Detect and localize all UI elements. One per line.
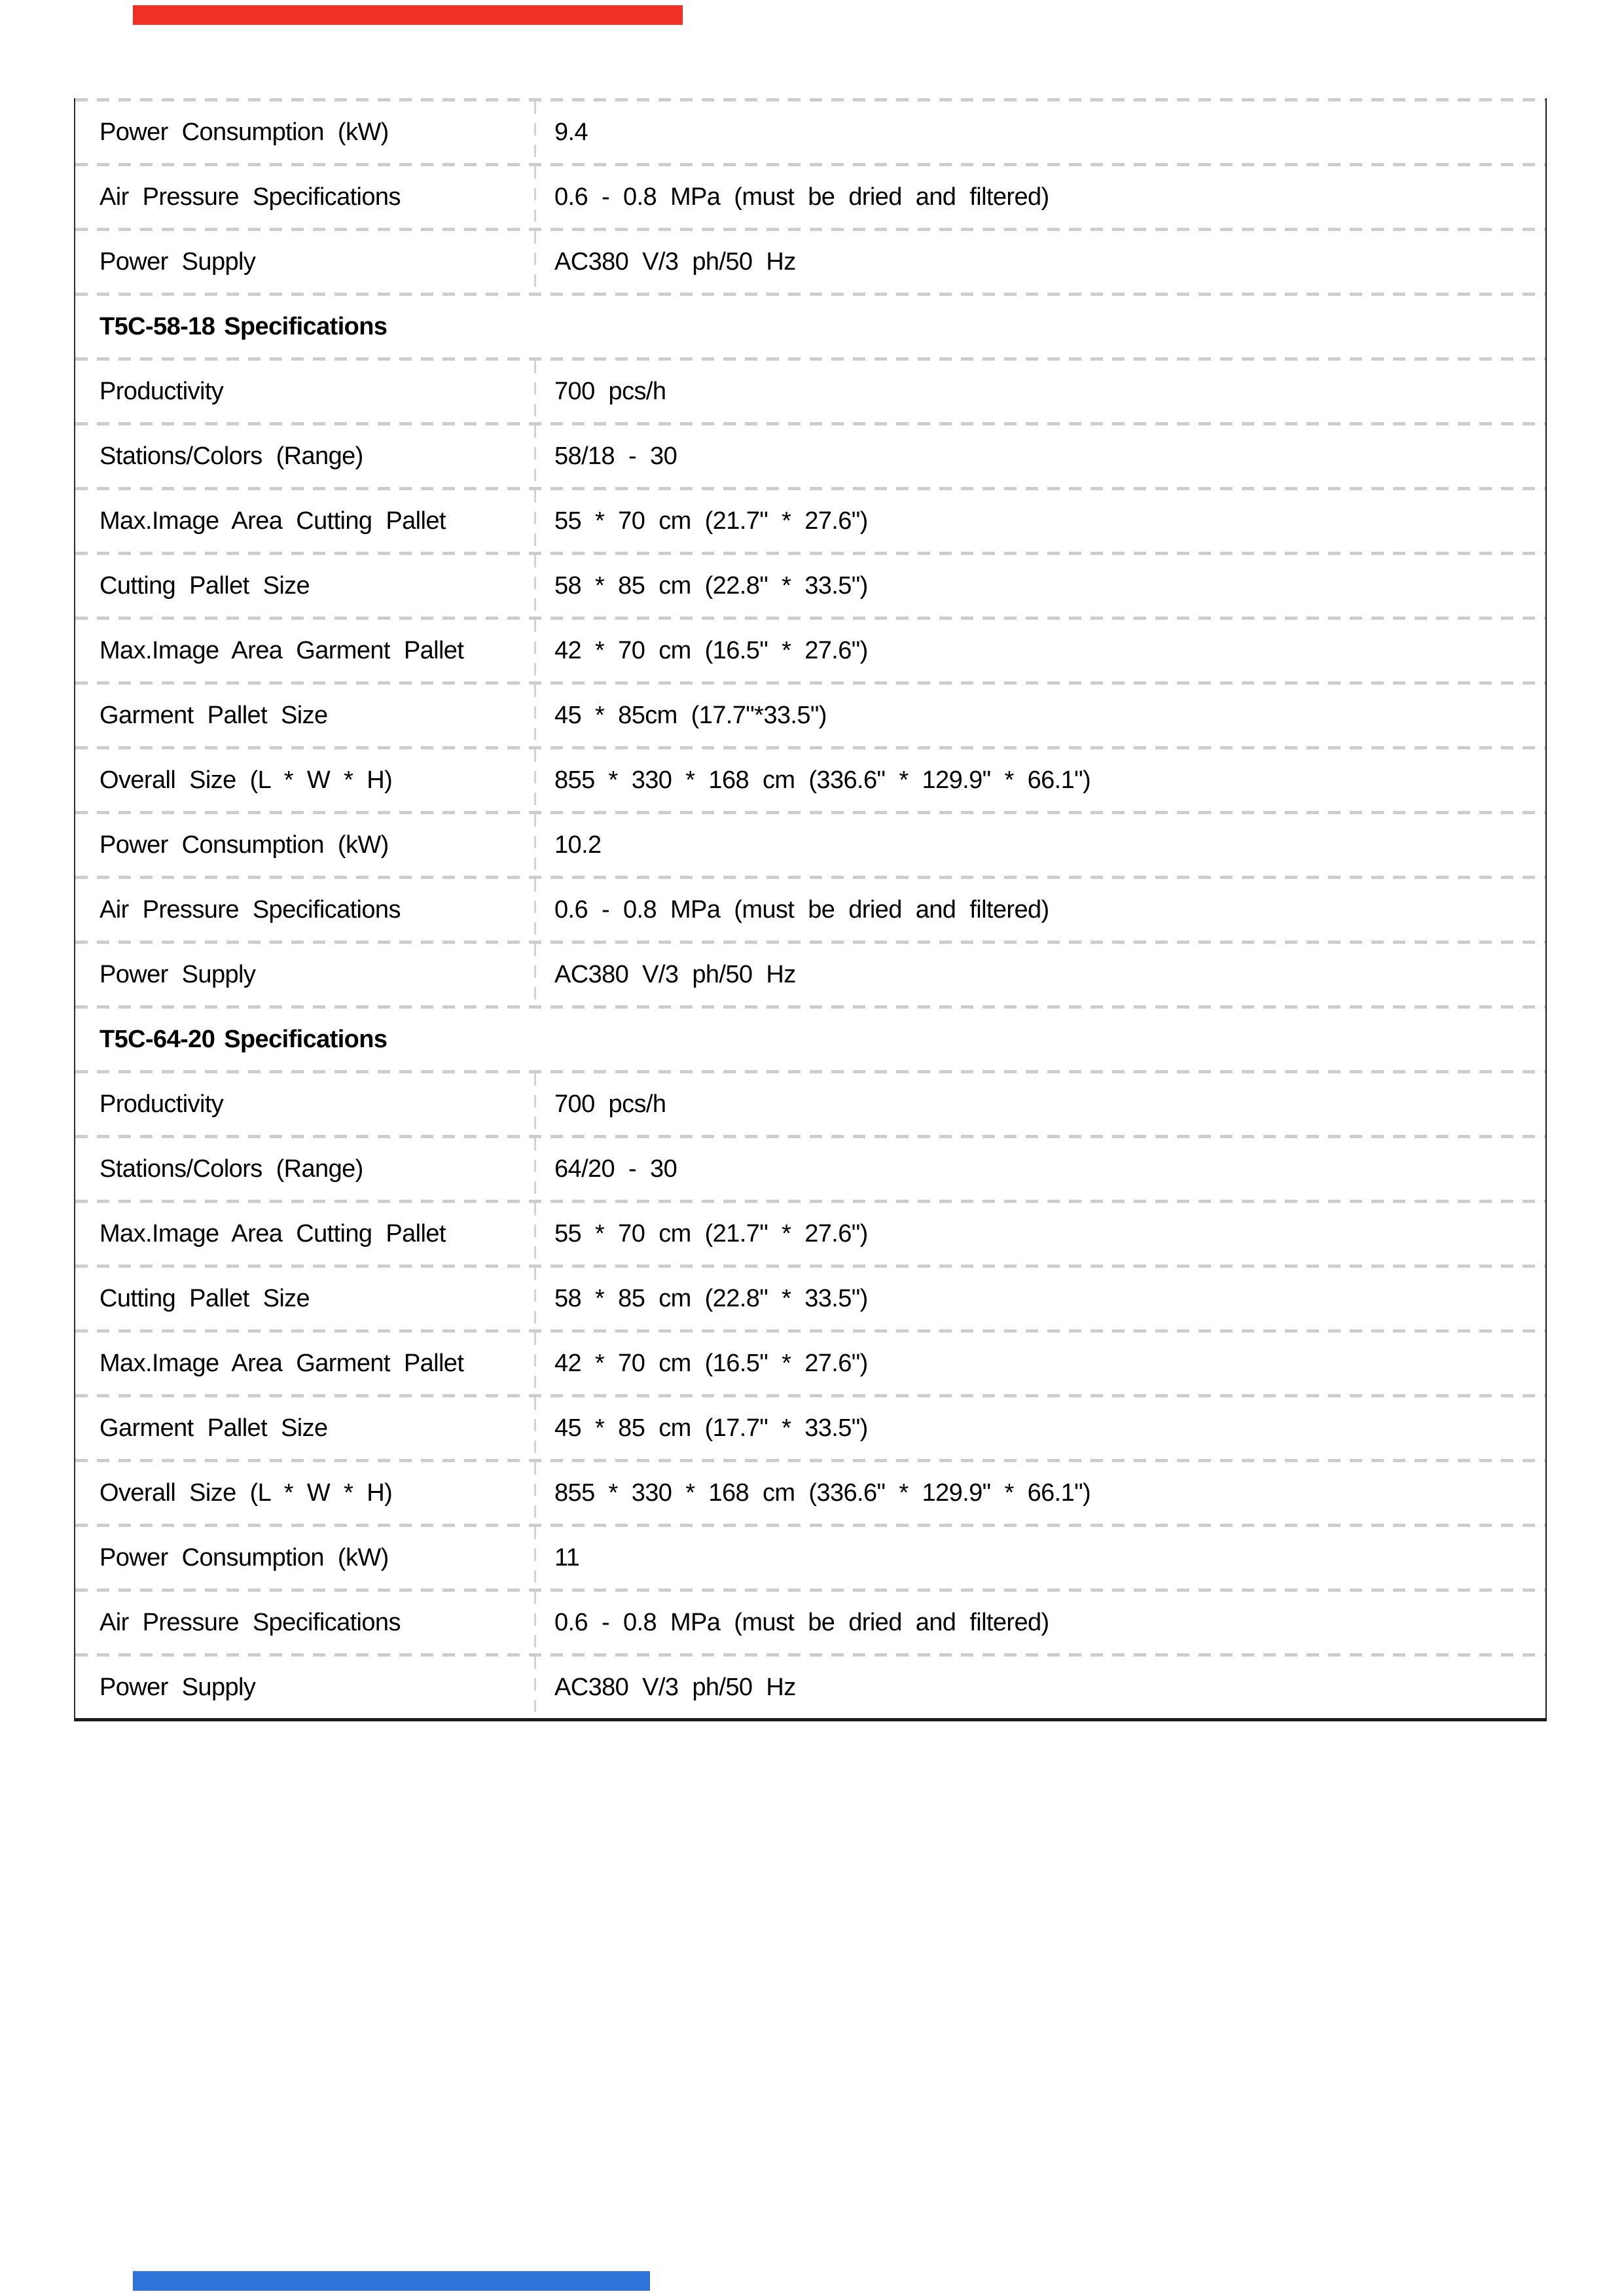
column-divider xyxy=(534,1203,536,1265)
column-divider xyxy=(534,1073,536,1135)
spec-row xyxy=(75,1462,1545,1524)
specifications-table xyxy=(74,98,1547,1721)
spec-row xyxy=(75,490,1545,552)
spec-label: Power Supply xyxy=(99,960,256,988)
column-divider xyxy=(534,1657,536,1718)
spec-row xyxy=(75,1268,1545,1329)
column-divider xyxy=(534,555,536,617)
spec-value: 855 * 330 * 168 cm (336.6" * 129.9" * 66.1") xyxy=(554,766,1091,794)
spec-label: Power Consumption (kW) xyxy=(99,1543,389,1571)
column-divider xyxy=(534,1527,536,1588)
spec-value: AC380 V/3 ph/50 Hz xyxy=(554,1673,796,1701)
column-divider xyxy=(534,685,536,746)
column-divider xyxy=(534,1462,536,1524)
spec-row xyxy=(75,1333,1545,1394)
spec-value: AC380 V/3 ph/50 Hz xyxy=(554,960,796,988)
spec-label: Max.Image Area Cutting Pallet xyxy=(99,1219,446,1247)
spec-label: Air Pressure Specifications xyxy=(99,895,401,924)
spec-row xyxy=(75,879,1545,941)
column-divider xyxy=(534,879,536,941)
column-divider xyxy=(534,620,536,681)
spec-row xyxy=(75,685,1545,746)
spec-row xyxy=(75,231,1545,293)
column-divider xyxy=(534,1592,536,1653)
spec-row xyxy=(75,1397,1545,1459)
spec-value: 58/18 - 30 xyxy=(554,442,677,470)
spec-row xyxy=(75,555,1545,617)
spec-value: 55 * 70 cm (21.7" * 27.6") xyxy=(554,1219,868,1247)
spec-value: 45 * 85cm (17.7"*33.5") xyxy=(554,701,827,729)
spec-row xyxy=(75,1203,1545,1265)
spec-value: 42 * 70 cm (16.5" * 27.6") xyxy=(554,1349,868,1377)
top-red-bar xyxy=(133,5,683,25)
spec-row xyxy=(75,1657,1545,1718)
spec-value: 58 * 85 cm (22.8" * 33.5") xyxy=(554,1284,868,1312)
spec-row xyxy=(75,1592,1545,1653)
spec-label: Max.Image Area Garment Pallet xyxy=(99,636,464,664)
spec-label: Power Consumption (kW) xyxy=(99,118,389,146)
column-divider xyxy=(534,1333,536,1394)
spec-value: 58 * 85 cm (22.8" * 33.5") xyxy=(554,571,868,600)
spec-label: Power Supply xyxy=(99,247,256,276)
spec-value: 700 pcs/h xyxy=(554,377,666,405)
bottom-blue-bar xyxy=(133,2271,650,2291)
spec-value: AC380 V/3 ph/50 Hz xyxy=(554,247,796,276)
spec-label: Overall Size (L * W * H) xyxy=(99,766,393,794)
spec-row xyxy=(75,101,1545,163)
spec-label: Garment Pallet Size xyxy=(99,701,328,729)
column-divider xyxy=(534,1268,536,1329)
section-header-row xyxy=(75,1009,1545,1070)
spec-row xyxy=(75,361,1545,422)
spec-value: 11 xyxy=(554,1543,580,1571)
spec-value: 10.2 xyxy=(554,831,602,859)
column-divider xyxy=(534,425,536,487)
spec-value: 855 * 330 * 168 cm (336.6" * 129.9" * 66.1") xyxy=(554,1479,1091,1507)
spec-row xyxy=(75,814,1545,876)
spec-value: 42 * 70 cm (16.5" * 27.6") xyxy=(554,636,868,664)
column-divider xyxy=(534,166,536,228)
section-title: T5C-58-18 Specifications xyxy=(99,312,388,340)
column-divider xyxy=(534,1138,536,1200)
section-header-row xyxy=(75,296,1545,357)
spec-row xyxy=(75,620,1545,681)
spec-row xyxy=(75,944,1545,1005)
column-divider xyxy=(534,490,536,552)
spec-label: Max.Image Area Cutting Pallet xyxy=(99,507,446,535)
spec-label: Power Supply xyxy=(99,1673,256,1701)
spec-label: Stations/Colors (Range) xyxy=(99,1155,363,1183)
spec-row xyxy=(75,1073,1545,1135)
spec-value: 55 * 70 cm (21.7" * 27.6") xyxy=(554,507,868,535)
spec-label: Garment Pallet Size xyxy=(99,1414,328,1442)
spec-label: Max.Image Area Garment Pallet xyxy=(99,1349,464,1377)
spec-value: 45 * 85 cm (17.7" * 33.5") xyxy=(554,1414,868,1442)
column-divider xyxy=(534,749,536,811)
column-divider xyxy=(534,101,536,163)
column-divider xyxy=(534,361,536,422)
spec-value: 700 pcs/h xyxy=(554,1090,666,1118)
section-title: T5C-64-20 Specifications xyxy=(99,1025,388,1053)
spec-label: Cutting Pallet Size xyxy=(99,1284,310,1312)
column-divider xyxy=(534,1397,536,1459)
column-divider xyxy=(534,231,536,293)
spec-row xyxy=(75,166,1545,228)
spec-value: 9.4 xyxy=(554,118,588,146)
spec-label: Productivity xyxy=(99,377,224,405)
spec-value: 64/20 - 30 xyxy=(554,1155,677,1183)
spec-label: Productivity xyxy=(99,1090,224,1118)
spec-label: Overall Size (L * W * H) xyxy=(99,1479,393,1507)
spec-label: Cutting Pallet Size xyxy=(99,571,310,600)
spec-row xyxy=(75,1138,1545,1200)
spec-label: Stations/Colors (Range) xyxy=(99,442,363,470)
spec-row xyxy=(75,749,1545,811)
spec-row xyxy=(75,425,1545,487)
spec-value: 0.6 - 0.8 MPa (must be dried and filtered) xyxy=(554,1608,1049,1636)
spec-label: Power Consumption (kW) xyxy=(99,831,389,859)
spec-value: 0.6 - 0.8 MPa (must be dried and filtered) xyxy=(554,895,1049,924)
column-divider xyxy=(534,814,536,876)
spec-label: Air Pressure Specifications xyxy=(99,183,401,211)
spec-row xyxy=(75,1527,1545,1588)
column-divider xyxy=(534,944,536,1005)
spec-value: 0.6 - 0.8 MPa (must be dried and filtered) xyxy=(554,183,1049,211)
spec-label: Air Pressure Specifications xyxy=(99,1608,401,1636)
